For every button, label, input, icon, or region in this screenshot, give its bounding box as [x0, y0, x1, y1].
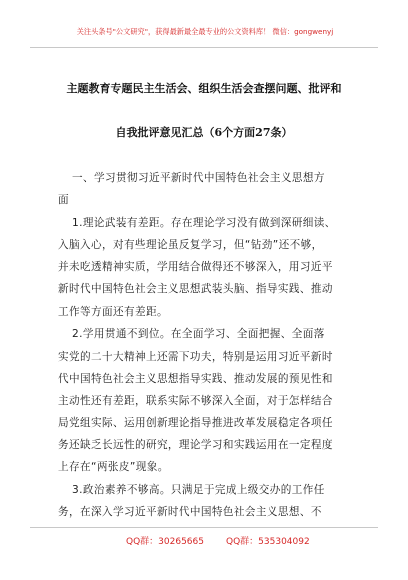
- body-line: 实党的二十大精神上还需下功夫，特别是运用习近平新时: [58, 351, 333, 363]
- body-line: 2.学用贯通不到位。在全面学习、全面把握、全面落: [72, 328, 325, 340]
- body-line: 面: [58, 194, 69, 206]
- body-line: 代中国特色社会主义思想指导实践、推动发展的预见性和: [58, 373, 333, 385]
- document-title-line-1: 主题教育专题民主生活会、组织生活会查摆问题、批评和: [66, 82, 342, 95]
- header-divider: [30, 47, 378, 48]
- body-line: 一、学习贯彻习近平新时代中国特色社会主义思想方: [72, 172, 325, 184]
- document-title-line-2: 自我批评意见汇总（6个方面27条）: [115, 126, 293, 139]
- body-line: 新时代中国特色社会主义思想武装头脑、指导实践、推动: [58, 283, 333, 295]
- footer-qq-group-1: QQ群：30265665: [126, 537, 204, 547]
- body-line: 局党组实际、运用创新理论指导推进改革发展稳定各项任: [58, 417, 333, 429]
- body-line: 主动性还有差距，联系实际不够深入全面，对于怎样结合: [58, 395, 333, 407]
- body-line: 务还缺乏长远性的研究，理论学习和实践运用在一定程度: [58, 439, 333, 451]
- body-line: 并未吃透精神实质，学用结合做得还不够深入，用习近平: [58, 261, 333, 273]
- body-line: 3.政治素养不够高。只满足于完成上级交办的工作任: [72, 484, 325, 496]
- body-line: 务，在深入学习近平新时代中国特色社会主义思想、不: [58, 506, 322, 518]
- body-line: 工作等方面还有差距。: [58, 306, 168, 318]
- body-line: 上存在“两张皮”现象。: [58, 461, 169, 473]
- footer-qq-group-2: QQ群：535304092: [226, 537, 310, 547]
- footer-divider: [30, 527, 378, 528]
- promo-banner: 关注头条号"公文研究"，获得最新最全最专业的公文资料库！ 微信：gongwenyj: [76, 27, 334, 36]
- body-line: 1.理论武装有差距。存在理论学习没有做到深研细读、: [72, 217, 336, 229]
- body-line: 入脑入心，对有些理论虽反复学习，但“钻劲”还不够，: [58, 239, 323, 251]
